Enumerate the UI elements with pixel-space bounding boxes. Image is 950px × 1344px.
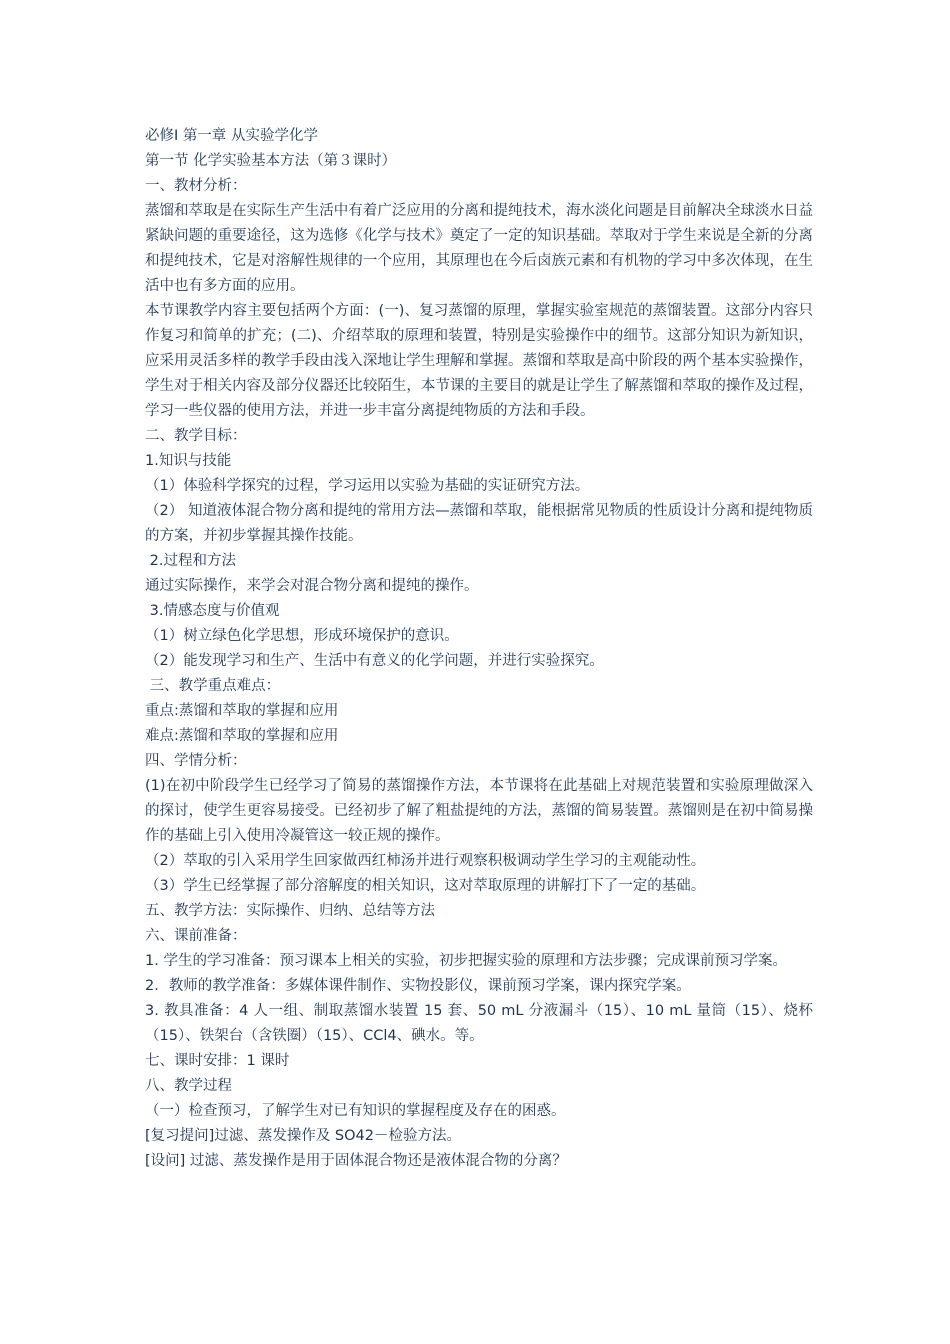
section-heading-teaching-goals: 二、教学目标： [145,428,247,444]
list-item-learner-3: （3）学生已经掌握了部分溶解度的相关知识，这对萃取原理的讲解打下了一定的基础。 [145,878,706,894]
section-heading-schedule: 七、课时安排：1 课时 [145,1053,290,1069]
list-item-attitude-2: （2）能发现学习和生产、生活中有意义的化学问题，并进行实验探究。 [145,653,604,669]
list-item-preparation-1: 1. 学生的学习准备：预习课本上相关的实验，初步把握实验的原理和方法步骤；完成课前预习学案。 [145,953,787,969]
list-item-learner-1: (1)在初中阶段学生已经学习了简易的蒸馏操作方法，本节课将在此基础上对规范装置和实验原理做深入的探讨，使学生更容易接受。已经初步了解了粗盐提纯的方法，蒸馏的简易装置。蒸馏则是在初中简易操作的基础上引入使用冷凝管这一较正规的操作。 [145,778,813,844]
section-heading-key-points: 三、教学重点难点： [145,678,281,694]
document-subtitle: 第一节 化学实验基本方法（第３课时） [145,153,397,169]
process-step-1: （一）检查预习，了解学生对已有知识的掌握程度及存在的困惑。 [145,1103,566,1119]
list-item-goal-1: （1）体验科学探究的过程，学习运用以实验为基础的实证研究方法。 [145,478,590,494]
key-point: 重点:蒸馏和萃取的掌握和应用 [145,703,339,719]
paragraph-material-analysis-1: 蒸馏和萃取是在实际生产生活中有着广泛应用的分离和提纯技术，海水淡化问题是目前解决全球淡水日益紧缺问题的重要途径，这为选修《化学与技术》奠定了一定的知识基础。萃取对于学生来说是全新的分离和提纯技术，它是对溶解性规律的一个应用，其原理也在今后卤族元素和有机物的学习中多次体现，在生活中也有多方面的应用。 [145,203,813,294]
subheading-attitude-values: 3.情感态度与价值观 [145,603,280,619]
subheading-process-method: 2.过程和方法 [145,553,236,569]
list-item-learner-2: （2）萃取的引入采用学生回家做西红柿汤并进行观察积极调动学生学习的主观能动性。 [145,853,706,869]
list-item-goal-2: （2） 知道液体混合物分离和提纯的常用方法—蒸馏和萃取，能根据常见物质的性质设计分离和提纯物质的方案，并初步掌握其操作技能。 [145,503,813,544]
section-heading-teaching-methods: 五、教学方法：实际操作、归纳、总结等方法 [145,903,435,919]
paragraph-process-method: 通过实际操作，来学会对混合物分离和提纯的操作。 [145,578,479,594]
paragraph-material-analysis-2: 本节课教学内容主要包括两个方面：(一)、复习蒸馏的原理，掌握实验室规范的蒸馏装置。这部分内容只作复习和简单的扩充；(二)、介绍萃取的原理和装置，特别是实验操作中的细节。这部分知识为新知识，应采用灵活多样的教学手段由浅入深地让学生理解和掌握。蒸馏和萃取是高中阶段的两个基本实验操作，学生对于相关内容及部分仪器还比较陌生，本节课的主要目的就是让学生了解蒸馏和萃取的操作及过程，学习一些仪器的使用方法，并进一步丰富分离提纯物质的方法和手段。 [145,303,813,419]
list-item-attitude-1: （1）树立绿色化学思想，形成环境保护的意识。 [145,628,459,644]
document-page [145,124,813,1174]
list-item-preparation-2: 2．教师的教学准备：多媒体课件制作、实物投影仪，课前预习学案，课内探究学案。 [145,978,691,994]
list-item-preparation-3: 3. 教具准备：4 人一组、制取蒸馏水装置 15 套、50 mL 分液漏斗（15）、10 mL 量筒（15）、烧杯（15）、铁架台（含铁圈）（15）、CCl4、碘水。等。 [145,1003,813,1044]
section-heading-material-analysis: 一、教材分析： [145,178,247,194]
section-heading-preparation: 六、课前准备： [145,928,247,944]
subheading-knowledge-skills: 1.知识与技能 [145,453,232,469]
difficult-point: 难点:蒸馏和萃取的掌握和应用 [145,728,339,744]
section-heading-teaching-process: 八、教学过程 [145,1078,232,1094]
setup-question: [设问] 过滤、蒸发操作是用于固体混合物还是液体混合物的分离？ [145,1153,567,1169]
section-heading-learner-analysis: 四、学情分析： [145,753,247,769]
review-question: [复习提问]过滤、蒸发操作及 SO42－检验方法。 [145,1128,461,1144]
document-title: 必修Ⅰ 第一章 从实验学化学 [145,128,318,144]
